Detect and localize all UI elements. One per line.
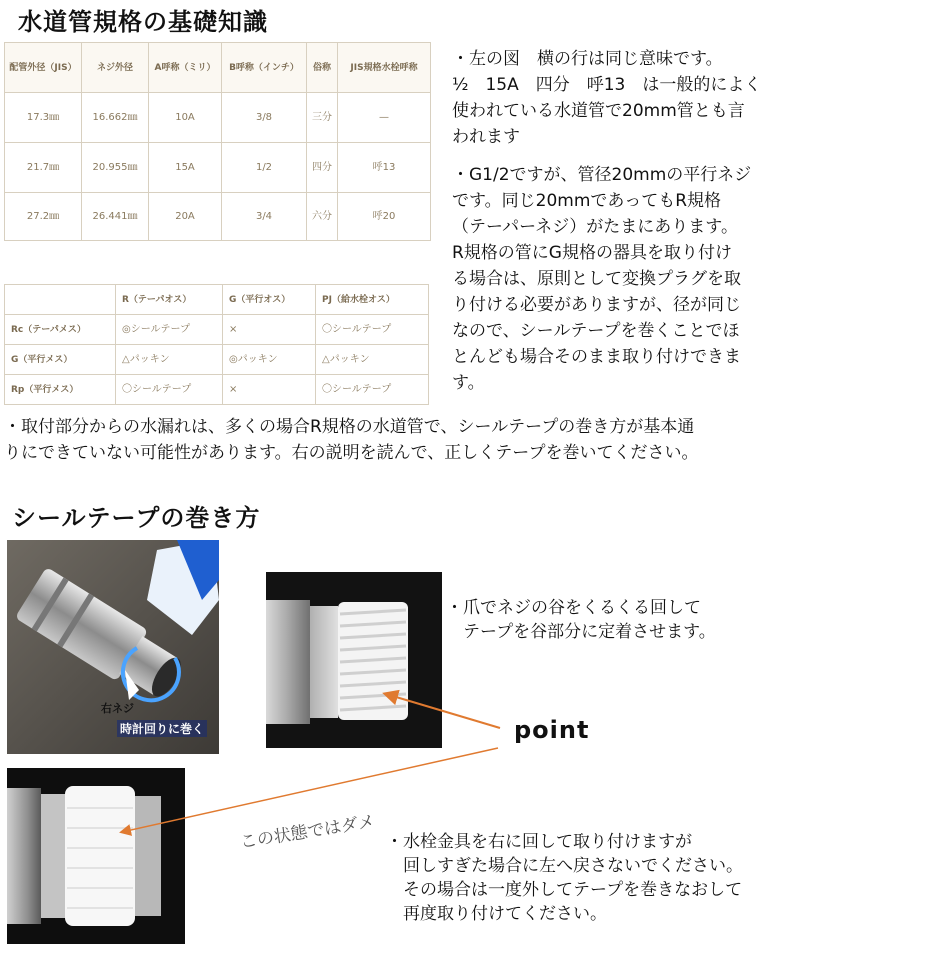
spec-header-cell: 俗称 <box>307 43 338 93</box>
note-thread-types: ・G1/2ですが、管径20mmの平行ネジ です。同じ20mmであってもR規格 （テーパーネジ）がたまにあります。 R規格の管にG規格の器具を取り付け る場合は、原則として変換プラグを取 り付ける必要がありますが、径が同じ なので、シールテープを巻くことでほ とんども場合そのまま取り付けできま す。 <box>452 165 752 393</box>
compat-cell: × <box>223 315 316 345</box>
spec-header-cell: JIS規格水栓呼称 <box>338 43 431 93</box>
compat-header-cell: G（平行オス） <box>223 285 316 315</box>
spec-cell: 16.662㎜ <box>82 93 149 143</box>
spec-cell: 20.955㎜ <box>82 143 149 193</box>
compat-cell: △パッキン <box>116 345 223 375</box>
spec-cell: 26.441㎜ <box>82 193 149 241</box>
arrow-point-good <box>386 694 500 728</box>
spec-cell: 15A <box>149 143 222 193</box>
compat-cell: 〇シールテープ <box>316 375 429 405</box>
spec-cell: 四分 <box>307 143 338 193</box>
compat-cell: ◎シールテープ <box>116 315 223 345</box>
spec-cell: 3/8 <box>222 93 307 143</box>
point-label: point <box>514 716 590 744</box>
compat-cell: △パッキン <box>316 345 429 375</box>
note-rotate: ・水栓金具を右に回して取り付けますが 回しすぎた場合に左へ戻さないでください。 その場合は一度外してテープを巻きなおして 再度取り付けてください。 <box>386 832 743 924</box>
photo-label-clockwise: 時計回りに巻く <box>117 720 207 737</box>
spec-header-cell: ネジ外径 <box>82 43 149 93</box>
compat-row-header: G（平行メス） <box>5 345 116 375</box>
note-nail: ・爪でネジの谷をくるくる回して テープを谷部分に定着させます。 <box>446 598 716 642</box>
spec-cell: 21.7㎜ <box>5 143 82 193</box>
spec-cell: 呼13 <box>338 143 431 193</box>
spec-header-cell: 配管外径（JIS） <box>5 43 82 93</box>
compat-cell: ◎パッキン <box>223 345 316 375</box>
spec-cell: 17.3㎜ <box>5 93 82 143</box>
compat-row-header: Rc（テーパメス） <box>5 315 116 345</box>
note-equivalence: ・左の図 横の行は同じ意味です。 ½ 15A 四分 呼13 は一般的によく 使われている水道管で20mm管とも言 われます <box>452 49 762 147</box>
compat-row-header: Rp（平行メス） <box>5 375 116 405</box>
compat-cell: 〇シールテープ <box>316 315 429 345</box>
page-title: 水道管規格の基礎知識 <box>18 8 268 36</box>
spec-header-cell: B呼称（インチ） <box>222 43 307 93</box>
spec-cell: 三分 <box>307 93 338 143</box>
spec-cell: 呼20 <box>338 193 431 241</box>
compat-cell: × <box>223 375 316 405</box>
photo-label-right-thread: 右ネジ <box>101 702 134 715</box>
spec-cell: 20A <box>149 193 222 241</box>
spec-cell: 27.2㎜ <box>5 193 82 241</box>
bad-state-label: この状態ではダメ <box>238 811 377 853</box>
compat-cell: 〇シールテープ <box>116 375 223 405</box>
spec-cell: 1/2 <box>222 143 307 193</box>
spec-header-cell: A呼称（ミリ） <box>149 43 222 93</box>
compat-header-cell: PJ（給水栓オス） <box>316 285 429 315</box>
compat-header-cell: R（テーパオス） <box>116 285 223 315</box>
section-title-seal-tape: シールテープの巻き方 <box>12 504 261 532</box>
spec-cell: 3/4 <box>222 193 307 241</box>
spec-cell: 10A <box>149 93 222 143</box>
spec-cell: 六分 <box>307 193 338 241</box>
spec-cell: — <box>338 93 431 143</box>
note-leak: ・取付部分からの水漏れは、多くの場合R規格の水道管で、シールテープの巻き方が基本通 りにできていない可能性があります。右の説明を読んで、正しくテープを巻いてください。 <box>4 417 699 463</box>
